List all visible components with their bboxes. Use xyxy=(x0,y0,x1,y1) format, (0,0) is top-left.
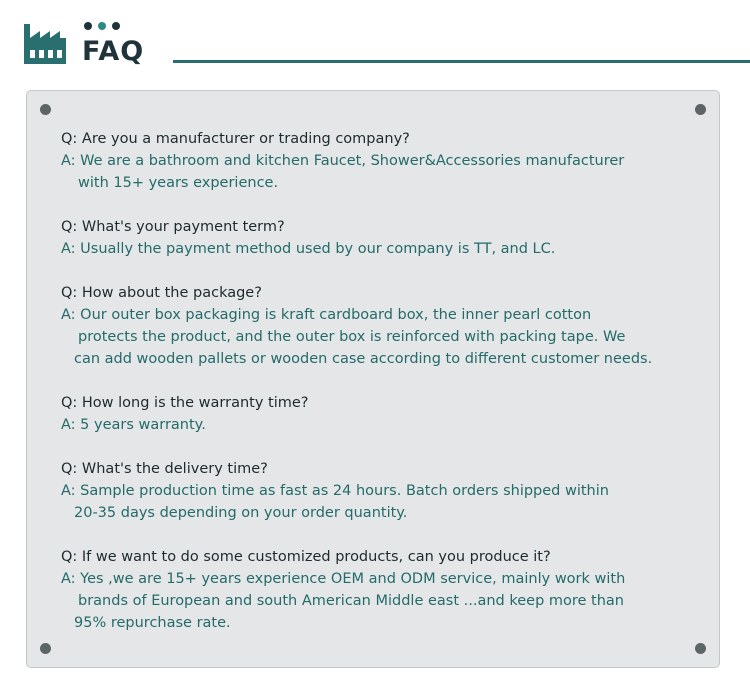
faq-item xyxy=(61,216,711,260)
screw-icon xyxy=(40,643,51,654)
faq-item xyxy=(61,282,711,370)
answer-line: 20-35 days depending on your order quantity. xyxy=(74,505,408,521)
answer-line: with 15+ years experience. xyxy=(78,175,279,191)
faq-item xyxy=(61,392,711,436)
faq-item xyxy=(61,128,711,194)
answer-line: A: Usually the payment method used by our company is TT, and LC. xyxy=(61,241,556,257)
answer-line: A: We are a bathroom and kitchen Faucet, Shower&Accessories manufacturer xyxy=(61,153,625,169)
answer xyxy=(61,480,711,524)
answer xyxy=(61,568,711,634)
factory-icon xyxy=(22,20,68,66)
dot-2 xyxy=(98,22,106,30)
screw-icon xyxy=(695,104,706,115)
answer xyxy=(61,150,711,194)
question: Q: If we want to do some customized products, can you produce it? xyxy=(61,549,551,565)
faq-item xyxy=(61,458,711,524)
screw-icon xyxy=(40,104,51,115)
question: Q: How about the package? xyxy=(61,285,262,301)
header-divider xyxy=(173,60,750,63)
answer-line: A: 5 years warranty. xyxy=(61,417,206,433)
answer-line: A: Yes ,we are 15+ years experience OEM and ODM service, mainly work with xyxy=(61,571,626,587)
answer-line: can add wooden pallets or wooden case according to different customer needs. xyxy=(74,351,653,367)
question: Q: How long is the warranty time? xyxy=(61,395,309,411)
question: Q: What's the delivery time? xyxy=(61,461,268,477)
answer-line: brands of European and south American Middle east ...and keep more than xyxy=(78,593,625,609)
question: Q: What's your payment term? xyxy=(61,219,285,235)
dot-3 xyxy=(112,22,120,30)
faq-item xyxy=(61,546,711,634)
faq-list xyxy=(61,128,711,656)
answer-line: A: Our outer box packaging is kraft cardboard box, the inner pearl cotton xyxy=(61,307,592,323)
answer xyxy=(61,304,711,370)
faq-header xyxy=(0,0,750,80)
answer-line: A: Sample production time as fast as 24 hours. Batch orders shipped within xyxy=(61,483,609,499)
decorative-dots xyxy=(84,22,120,30)
answer xyxy=(61,238,711,260)
page-title: FAQ xyxy=(82,36,145,67)
answer-line: 95% repurchase rate. xyxy=(74,615,231,631)
dot-1 xyxy=(84,22,92,30)
answer-line: protects the product, and the outer box is reinforced with packing tape. We xyxy=(78,329,626,345)
faq-panel xyxy=(26,90,720,668)
answer xyxy=(61,414,711,436)
question: Q: Are you a manufacturer or trading company? xyxy=(61,131,410,147)
